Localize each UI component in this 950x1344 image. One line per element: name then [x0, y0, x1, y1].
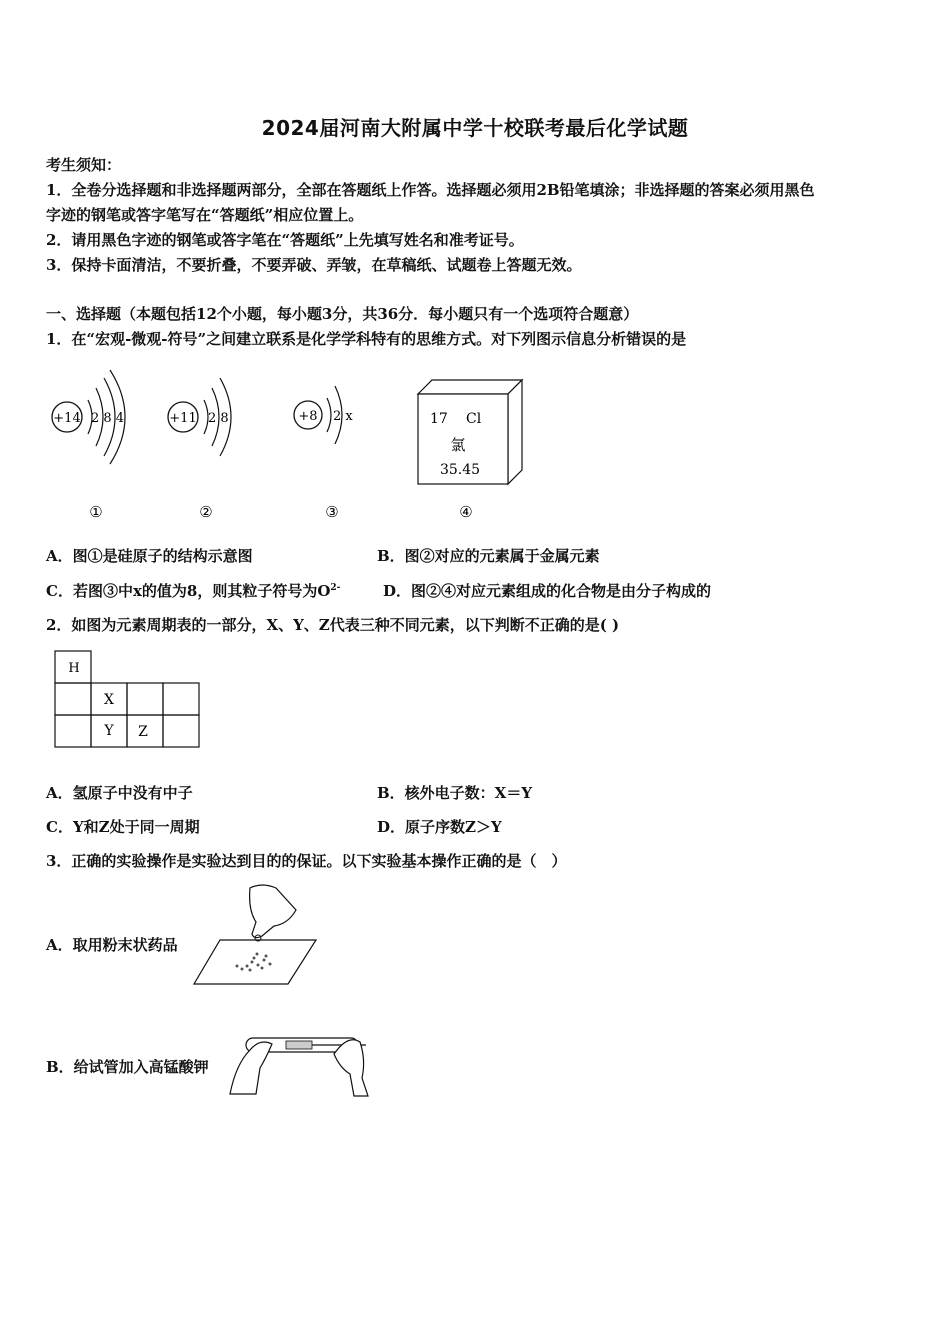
atom-diagram-1: [52, 370, 125, 521]
periodic-table-fragment: [54, 650, 202, 750]
atom2-label: ②: [199, 503, 213, 521]
element-mass: 35.45: [439, 462, 481, 478]
cell-y: Y: [104, 723, 114, 739]
q1-option-c-charge: 2-: [330, 583, 341, 593]
page-title: 2024届河南大附属中学十校联考最后化学试题: [261, 116, 689, 140]
atom2-nucleus: +11: [169, 411, 197, 426]
notice-item-2: 2．请用黑色字迹的钢笔或答字笔在“答题纸”上先填写姓名和准考证号。: [46, 231, 524, 249]
cell-h: H: [68, 661, 80, 676]
atom1-label: ①: [89, 503, 103, 521]
atom3-shells: 2 x: [333, 409, 353, 424]
q1-option-c: [46, 580, 340, 601]
q2-option-b: B．核外电子数：X＝Y: [377, 784, 533, 802]
q2-stem: 2．如图为元素周期表的一部分，X、Y、Z代表三种不同元素，以下判断不正确的是( ): [46, 616, 620, 634]
q2-option-a: A．氢原子中没有中子: [46, 784, 193, 802]
atom3-nucleus: +8: [298, 409, 318, 424]
q2-option-d: D．原子序数Z＞Y: [377, 818, 502, 836]
atom2-shells: 2 8: [208, 411, 229, 426]
q1-stem: 1．在“宏观-微观-符号”之间建立联系是化学学科特有的思维方式。对下列图示信息分析错误的是: [46, 330, 687, 348]
notice-item-1a: 1．全卷分选择题和非选择题两部分，全部在答题纸上作答。选择题必须用2B铅笔填涂；非选择题的答案必须用黑色: [46, 181, 815, 199]
q2-option-c: C．Y和Z处于同一周期: [46, 818, 200, 836]
notice-item-1b: 字迹的钢笔或答字笔写在“答题纸”相应位置上。: [46, 206, 364, 224]
element-card: [418, 380, 522, 521]
q3-option-a: A．取用粉末状药品: [46, 936, 178, 954]
element-label: ④: [459, 503, 473, 521]
q1-option-c-text: C．若图③中x的值为8，则其粒子符号为O: [46, 582, 331, 600]
element-number: 17: [430, 411, 448, 427]
q1-option-b: B．图②对应的元素属于金属元素: [377, 547, 600, 565]
q1-option-d: D．图②④对应元素组成的化合物是由分子构成的: [383, 582, 712, 600]
atom-diagram-2: [168, 378, 231, 521]
q3-option-b: B．给试管加入高锰酸钾: [46, 1058, 209, 1076]
q1-figure: [44, 360, 544, 530]
test-tube-illustration: [226, 1024, 376, 1100]
notice-heading: 考生须知：: [46, 156, 122, 174]
q3-stem: 3．正确的实验操作是实验达到目的的保证。以下实验基本操作正确的是（ ）: [46, 852, 567, 870]
atom1-shells: 2 8 4: [91, 411, 125, 426]
atom-diagram-3: [294, 386, 353, 521]
atom1-nucleus: +14: [53, 411, 81, 426]
atom3-label: ③: [325, 503, 339, 521]
cell-z: Z: [138, 724, 148, 740]
element-name: 氯: [450, 436, 466, 454]
element-symbol: Cl: [466, 411, 482, 427]
cell-x: X: [104, 692, 114, 708]
section-heading: 一、选择题（本题包括12个小题，每小题3分，共36分．每小题只有一个选项符合题意）: [46, 305, 639, 323]
powder-sampling-illustration: [192, 880, 322, 990]
notice-item-3: 3．保持卡面清洁，不要折叠，不要弄破、弄皱，在草稿纸、试题卷上答题无效。: [46, 256, 582, 274]
q1-option-a: A．图①是硅原子的结构示意图: [46, 547, 253, 565]
